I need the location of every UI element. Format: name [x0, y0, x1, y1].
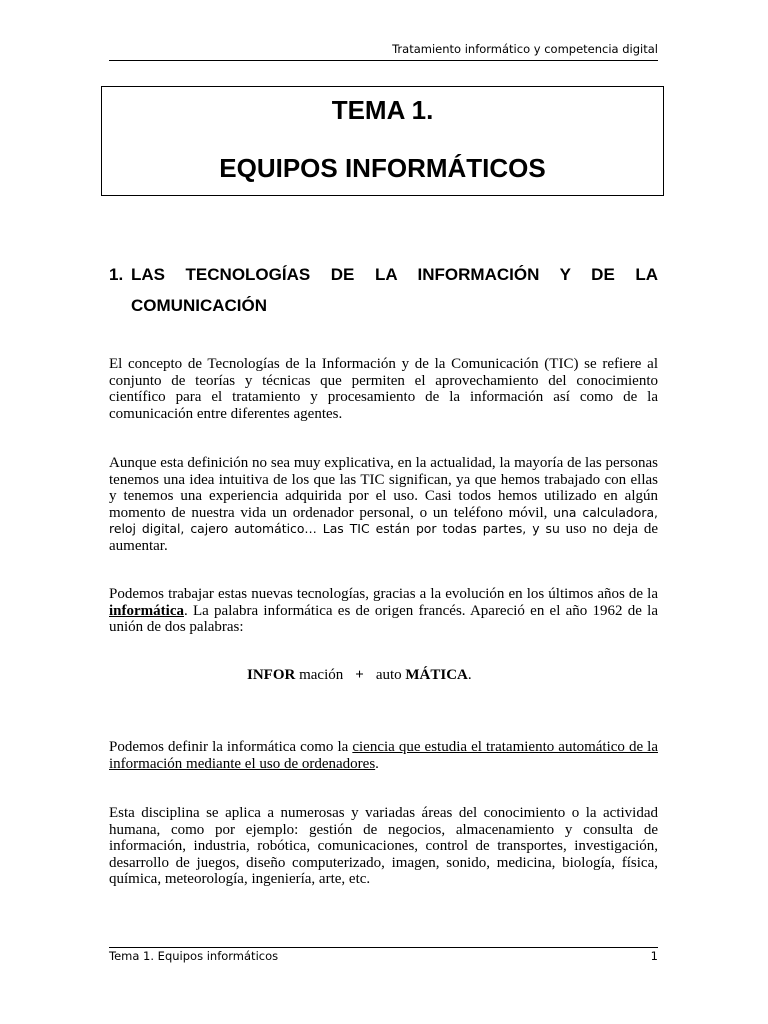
formula-part1-rest: mación	[295, 667, 344, 683]
chapter-title: EQUIPOS INFORMÁTICOS	[219, 153, 546, 183]
formula-part1-bold: INFOR	[247, 667, 296, 683]
header-divider	[109, 60, 658, 61]
paragraph-tic-intuition-a: Aunque esta definición no sea muy explicativa, en la actualidad, la mayoría de las personas tenemos una idea intuitiva de los que las TIC significan, ya que hemos trabajado con ellas y tenemos una experiencia adquirida por el uso. Casi todos hemos utilizado en algún momento de nuestra vida un ordenador personal, o un teléfono móvil,	[109, 455, 658, 521]
term-informatica: informática	[109, 602, 184, 619]
paragraph-applications: Esta disciplina se aplica a numerosas y variadas áreas del conocimiento o la actividad humana, como por ejemplo: gestión de negocios, almacenamiento y consulta de información, industria, robótica, comunicaciones, control de transportes, investigación, desarrollo de juegos, diseño computerizado, imagen, sonido, medicina, biología, física, química, meteorología, ingeniería, arte, etc.	[109, 805, 658, 887]
formula-part2-bold: MÁTICA	[405, 667, 468, 683]
paragraph-origin-a: Podemos trabajar estas nuevas tecnologías, gracias a la evolución en los últimos años de la	[109, 586, 658, 602]
paragraph-informatica-definition	[109, 739, 658, 772]
footer-divider	[109, 947, 658, 948]
section-heading	[109, 259, 658, 321]
chapter-number: TEMA 1.	[331, 95, 434, 125]
formula-part2-rest: auto	[375, 667, 406, 683]
paragraph-tic-definition: El concepto de Tecnologías de la Información y de la Comunicación (TIC) se refiere al conjunto de teorías y técnicas que permiten el aprovechamiento del conocimiento científico para el tratamiento y procesamiento de la información así como de la comunicación entre diferentes agentes.	[109, 356, 658, 422]
running-header: Tratamiento informático y competencia digital	[392, 42, 658, 56]
page-number: 1	[650, 949, 658, 963]
paragraph-definition-a: Podemos definir la informática como la	[109, 739, 349, 755]
section-number: 1.	[109, 265, 124, 284]
paragraph-origin-b: . La palabra informática es de origen francés. Apareció en el año 1962 de la unión de dos palabras:	[109, 602, 658, 635]
paragraph-tic-intuition-c: uso no deja de aumentar.	[109, 521, 658, 554]
section-title-line1: LAS TECNOLOGÍAS DE LA INFORMACIÓN Y DE LA	[131, 265, 658, 284]
definition-underlined: ciencia que estudia el tratamiento automático de la información mediante el uso de ordenadores	[109, 739, 658, 772]
paragraph-definition-b: .	[375, 755, 379, 772]
paragraph-informatica-origin	[109, 586, 658, 636]
paragraph-tic-intuition-b: una calculadora, reloj digital, cajero automático… Las TIC están por todas partes, y su	[109, 504, 658, 536]
paragraph-tic-intuition	[109, 455, 658, 554]
word-formula	[247, 667, 472, 684]
formula-end: .	[467, 667, 472, 683]
title-box	[101, 86, 664, 196]
footer-title: Tema 1. Equipos informáticos	[109, 949, 279, 963]
formula-plus: +	[355, 667, 364, 683]
section-title-line2: COMUNICACIÓN	[131, 296, 267, 315]
